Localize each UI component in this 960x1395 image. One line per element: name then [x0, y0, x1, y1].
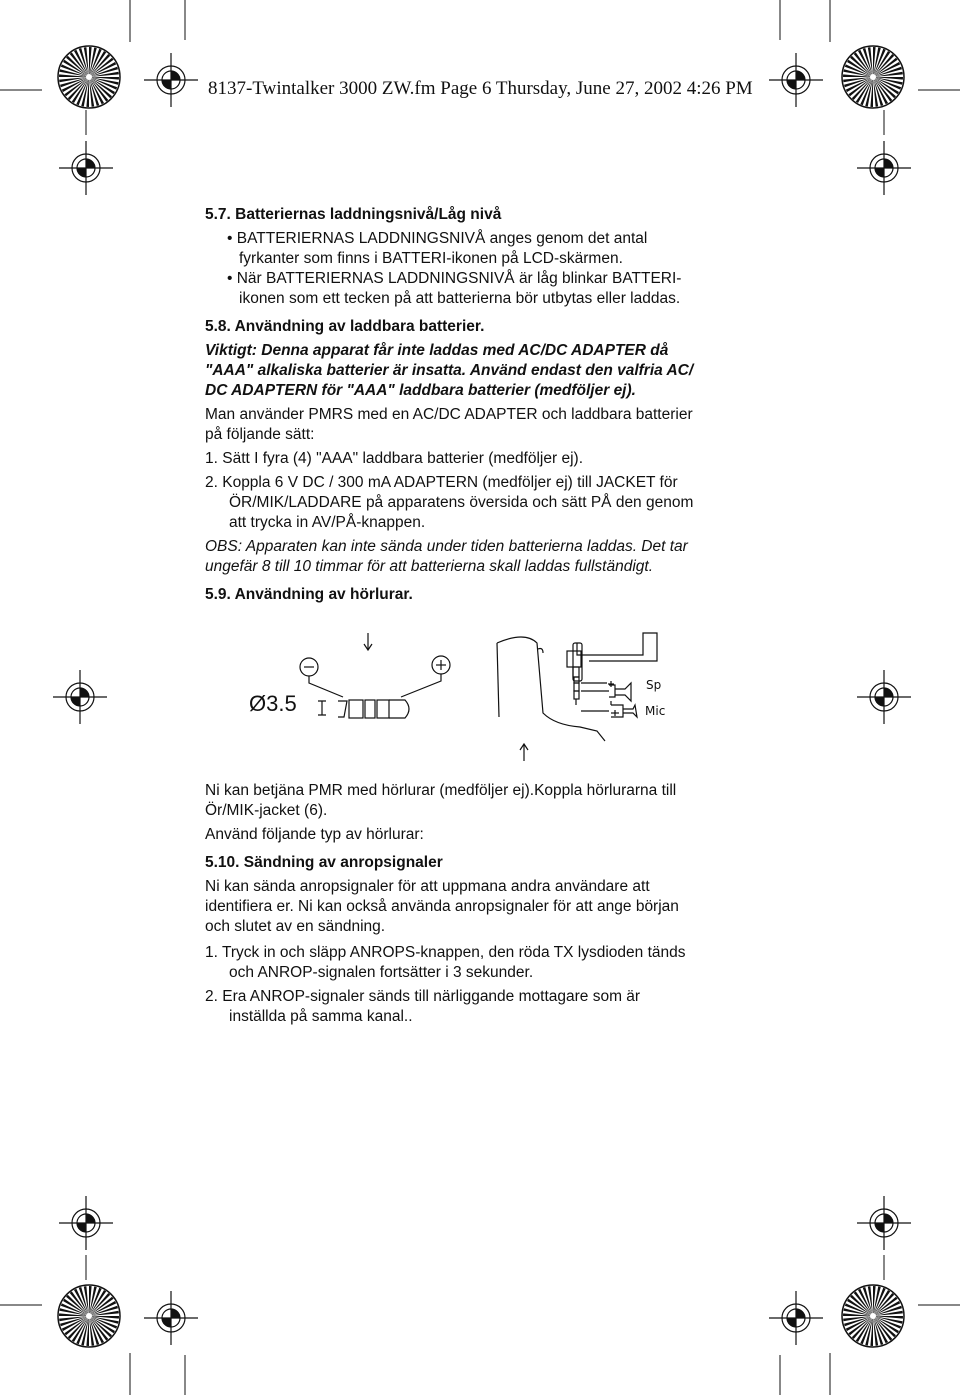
lower-content — [205, 781, 765, 1027]
headphone-type-text: Använd följande typ av hörlurar: — [205, 826, 424, 843]
intro-line-2: på följande sätt: — [205, 426, 315, 443]
section-5-8-title: 5.8. Användning av laddbara batterier. — [205, 318, 485, 335]
call-step-1-line-2: och ANROP-signalen fortsätter i 3 sekunder. — [229, 964, 534, 981]
intro-line-1: Man använder PMRS med en AC/DC ADAPTER och laddbara batterier — [205, 406, 693, 423]
call-para-line-2: identifiera er. Ni kan också använda anropsignaler för att ange början — [205, 898, 679, 915]
step-1: 1. Sätt I fyra (4) "AAA" laddbara batterier (medföljer ej). — [205, 450, 583, 467]
main-content — [205, 205, 765, 605]
headphone-para-line-2: Ör/MIK-jacket (6). — [205, 802, 328, 819]
call-para-line-1: Ni kan sända anropsignaler för att uppmana andra användare att — [205, 878, 650, 895]
step-2-line-2: ÖR/MIK/LADDARE på apparatens översida och sätt PÅ den genom — [229, 494, 694, 511]
note-line-2: ungefär 8 till 10 timmar för att batterierna skall laddas fullständigt. — [205, 558, 654, 575]
call-step-2-line-1: 2. Era ANROP-signaler sänds till närliggande mottagare som är — [205, 988, 641, 1005]
diameter-label: Ø3.5 — [249, 691, 297, 716]
bullet-1-line-1: • BATTERIERNAS LADDNINGSNIVÅ anges genom det antal — [227, 230, 648, 247]
step-2-line-1: 2. Koppla 6 V DC / 300 mA ADAPTERN (medföljer ej) till JACKET för — [205, 474, 678, 491]
call-para-line-3: och slutet av en sändning. — [205, 918, 386, 935]
bullet-2-line-2: ikonen som ett tecken på att batterierna bör utbytas eller laddas. — [239, 290, 681, 307]
call-step-2-line-2: inställda på samma kanal.. — [229, 1008, 413, 1025]
warning-line-1: Viktigt: Denna apparat får inte laddas med AC/DC ADAPTER då — [205, 342, 669, 359]
bullet-1-line-2: fyrkanter som finns i BATTERI-ikonen på LCD-skärmen. — [239, 250, 623, 267]
warning-line-2: "AAA" alkaliska batterier är insatta. Använd endast den valfria AC/ — [205, 362, 694, 379]
warning-line-3: DC ADAPTERN för "AAA" laddbara batterier (medföljer ej). — [205, 382, 636, 399]
section-5-10-title: 5.10. Sändning av anropsignaler — [205, 854, 443, 871]
page-header: 8137-Twintalker 3000 ZW.fm Page 6 Thursday, June 27, 2002 4:26 PM — [208, 78, 753, 99]
call-step-1-line-1: 1. Tryck in och släpp ANROPS-knappen, den röda TX lysdioden tänds — [205, 944, 686, 961]
section-5-7-title: 5.7. Batteriernas laddningsnivå/Låg nivå — [205, 206, 502, 223]
speaker-label: Sp — [646, 678, 662, 692]
bullet-2-line-1: • När BATTERIERNAS LADDNINGSNIVÅ är låg blinkar BATTERI- — [227, 270, 682, 287]
headphone-para-line-1: Ni kan betjäna PMR med hörlurar (medföljer ej).Koppla hörlurarna till — [205, 782, 677, 799]
note-line-1: OBS: Apparaten kan inte sända under tiden batterierna laddas. Det tar — [205, 538, 688, 555]
headphone-jack-figure — [225, 625, 685, 765]
step-2-line-3: att trycka in AV/PÅ-knappen. — [229, 514, 426, 531]
mic-label: Mic — [645, 704, 666, 718]
section-5-9-title: 5.9. Användning av hörlurar. — [205, 586, 413, 603]
